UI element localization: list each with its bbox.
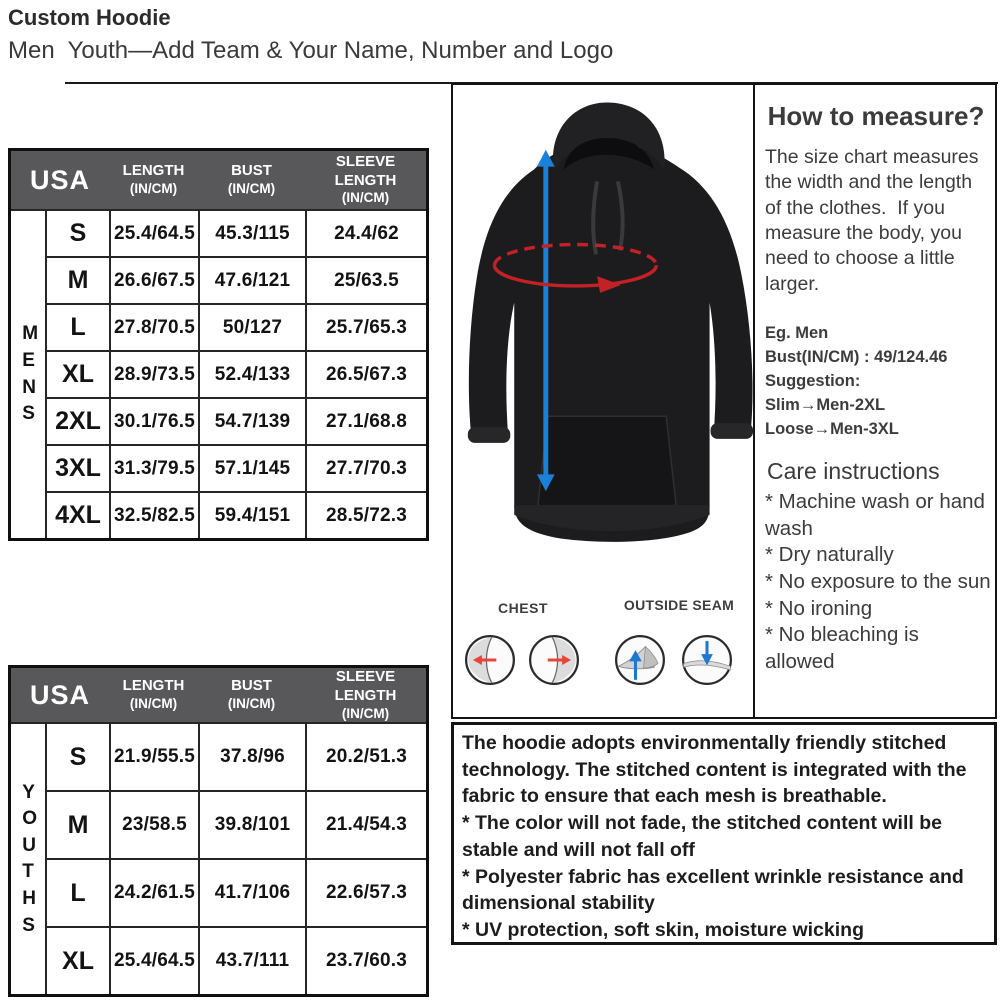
chest-label: CHEST [498, 600, 548, 616]
table-header-row [11, 668, 426, 722]
header-bust: BUST (IN/CM) [198, 151, 305, 209]
care-item: * No exposure to the sun [765, 569, 991, 593]
description-bullet: * Polyester fabric has excellent wrinkle resistance and dimensional stability [462, 865, 964, 915]
description-intro: The hoodie adopts environmentally friendly stitched technology. The stitched content is integrated with the fabric to ensure that each mesh is breathable. [462, 732, 967, 808]
table-row [11, 256, 426, 303]
bust-cell: 54.7/139 [198, 397, 305, 444]
length-cell: 25.4/64.5 [109, 209, 198, 256]
size-cell: L [45, 303, 109, 350]
example-line: Slim→Men-2XL [765, 395, 886, 414]
table-row [11, 790, 426, 858]
size-cell: 3XL [45, 444, 109, 491]
header-usa: USA [11, 668, 109, 722]
size-cell: L [45, 858, 109, 926]
sleeve-cell: 27.1/68.8 [305, 397, 426, 444]
size-cell: XL [45, 350, 109, 397]
size-cell: 2XL [45, 397, 109, 444]
sleeve-cell: 25.7/65.3 [305, 303, 426, 350]
youths-group-label: YOUTHS [11, 722, 45, 994]
header-usa: USA [11, 151, 109, 209]
care-item: * No ironing [765, 596, 873, 620]
header-length: LENGTH (IN/CM) [109, 668, 198, 722]
chest-width-left-icon [463, 633, 517, 687]
size-cell: M [45, 790, 109, 858]
sleeve-cell: 25/63.5 [305, 256, 426, 303]
bust-cell: 57.1/145 [198, 444, 305, 491]
care-instructions-list [765, 489, 991, 675]
seam-down-icon [680, 633, 734, 687]
length-cell: 32.5/82.5 [109, 491, 198, 538]
header-bust: BUST (IN/CM) [198, 668, 305, 722]
table-row [11, 926, 426, 994]
bust-cell: 39.8/101 [198, 790, 305, 858]
length-cell: 25.4/64.5 [109, 926, 198, 994]
page-title: Custom Hoodie [8, 5, 171, 30]
bust-cell: 43.7/111 [198, 926, 305, 994]
how-to-measure-body: The size chart measures the width and the length of the clothes. If you measure the body, you need to choose a little larger. [765, 146, 984, 295]
sleeve-cell: 20.2/51.3 [305, 722, 426, 790]
care-item: * Dry naturally [765, 543, 894, 567]
size-cell: XL [45, 926, 109, 994]
bust-cell: 52.4/133 [198, 350, 305, 397]
care-instructions-heading: Care instructions [767, 458, 940, 484]
length-cell: 23/58.5 [109, 790, 198, 858]
length-cell: 21.9/55.5 [109, 722, 198, 790]
bust-cell: 47.6/121 [198, 256, 305, 303]
table-header-row [11, 151, 426, 209]
chest-width-right-icon [527, 633, 581, 687]
header-sleeve: SLEEVE LENGTH (IN/CM) [305, 668, 426, 722]
example-line: Loose→Men-3XL [765, 419, 899, 438]
bust-cell: 59.4/151 [198, 491, 305, 538]
table-row [11, 303, 426, 350]
sleeve-cell: 24.4/62 [305, 209, 426, 256]
bust-cell: 41.7/106 [198, 858, 305, 926]
bust-cell: 50/127 [198, 303, 305, 350]
care-item: * Machine wash or hand wash [765, 490, 985, 540]
header-sleeve: SLEEVE LENGTH (IN/CM) [305, 151, 426, 209]
size-cell: 4XL [45, 491, 109, 538]
sleeve-cell: 23.7/60.3 [305, 926, 426, 994]
hoodie-pocket [538, 416, 676, 514]
table-row [11, 491, 426, 538]
mens-size-table [8, 148, 429, 541]
description-bullet: * UV protection, soft skin, moisture wicking [462, 918, 864, 941]
table-row [11, 350, 426, 397]
page-subtitle: Men Youth—Add Team & Your Name, Number and Logo [8, 37, 614, 64]
table-row [11, 722, 426, 790]
sizing-example [765, 322, 991, 442]
size-cell: M [45, 256, 109, 303]
length-cell: 24.2/61.5 [109, 858, 198, 926]
table-row [11, 209, 426, 256]
size-cell: S [45, 722, 109, 790]
sleeve-cell: 22.6/57.3 [305, 858, 426, 926]
example-line: Eg. Men [765, 324, 829, 342]
table-row [11, 444, 426, 491]
example-line: Suggestion: [765, 371, 861, 390]
header-length: LENGTH (IN/CM) [109, 151, 198, 209]
product-description-box [451, 722, 997, 945]
length-cell: 30.1/76.5 [109, 397, 198, 444]
seam-up-icon [613, 633, 667, 687]
youths-size-table [8, 665, 429, 997]
mens-group-label: MENS [11, 209, 45, 538]
sleeve-cell: 21.4/54.3 [305, 790, 426, 858]
how-to-measure-panel [755, 85, 997, 717]
sleeve-cell: 28.5/72.3 [305, 491, 426, 538]
description-bullet: * The color will not fade, the stitched content will be stable and will not fall off [462, 812, 942, 861]
measure-illustration-box [451, 83, 997, 719]
length-cell: 27.8/70.5 [109, 303, 198, 350]
length-cell: 28.9/73.5 [109, 350, 198, 397]
example-line: Bust(IN/CM) : 49/124.46 [765, 347, 948, 366]
length-cell: 31.3/79.5 [109, 444, 198, 491]
sleeve-cell: 26.5/67.3 [305, 350, 426, 397]
table-row [11, 397, 426, 444]
care-item: * No bleaching is allowed [765, 623, 919, 673]
bust-cell: 45.3/115 [198, 209, 305, 256]
outside-seam-label: OUTSIDE SEAM [623, 597, 735, 613]
bust-cell: 37.8/96 [198, 722, 305, 790]
length-cell: 26.6/67.5 [109, 256, 198, 303]
sleeve-cell: 27.7/70.3 [305, 444, 426, 491]
how-to-measure-heading: How to measure? [767, 101, 985, 131]
size-cell: S [45, 209, 109, 256]
table-row [11, 858, 426, 926]
hoodie-product-image [457, 87, 753, 627]
